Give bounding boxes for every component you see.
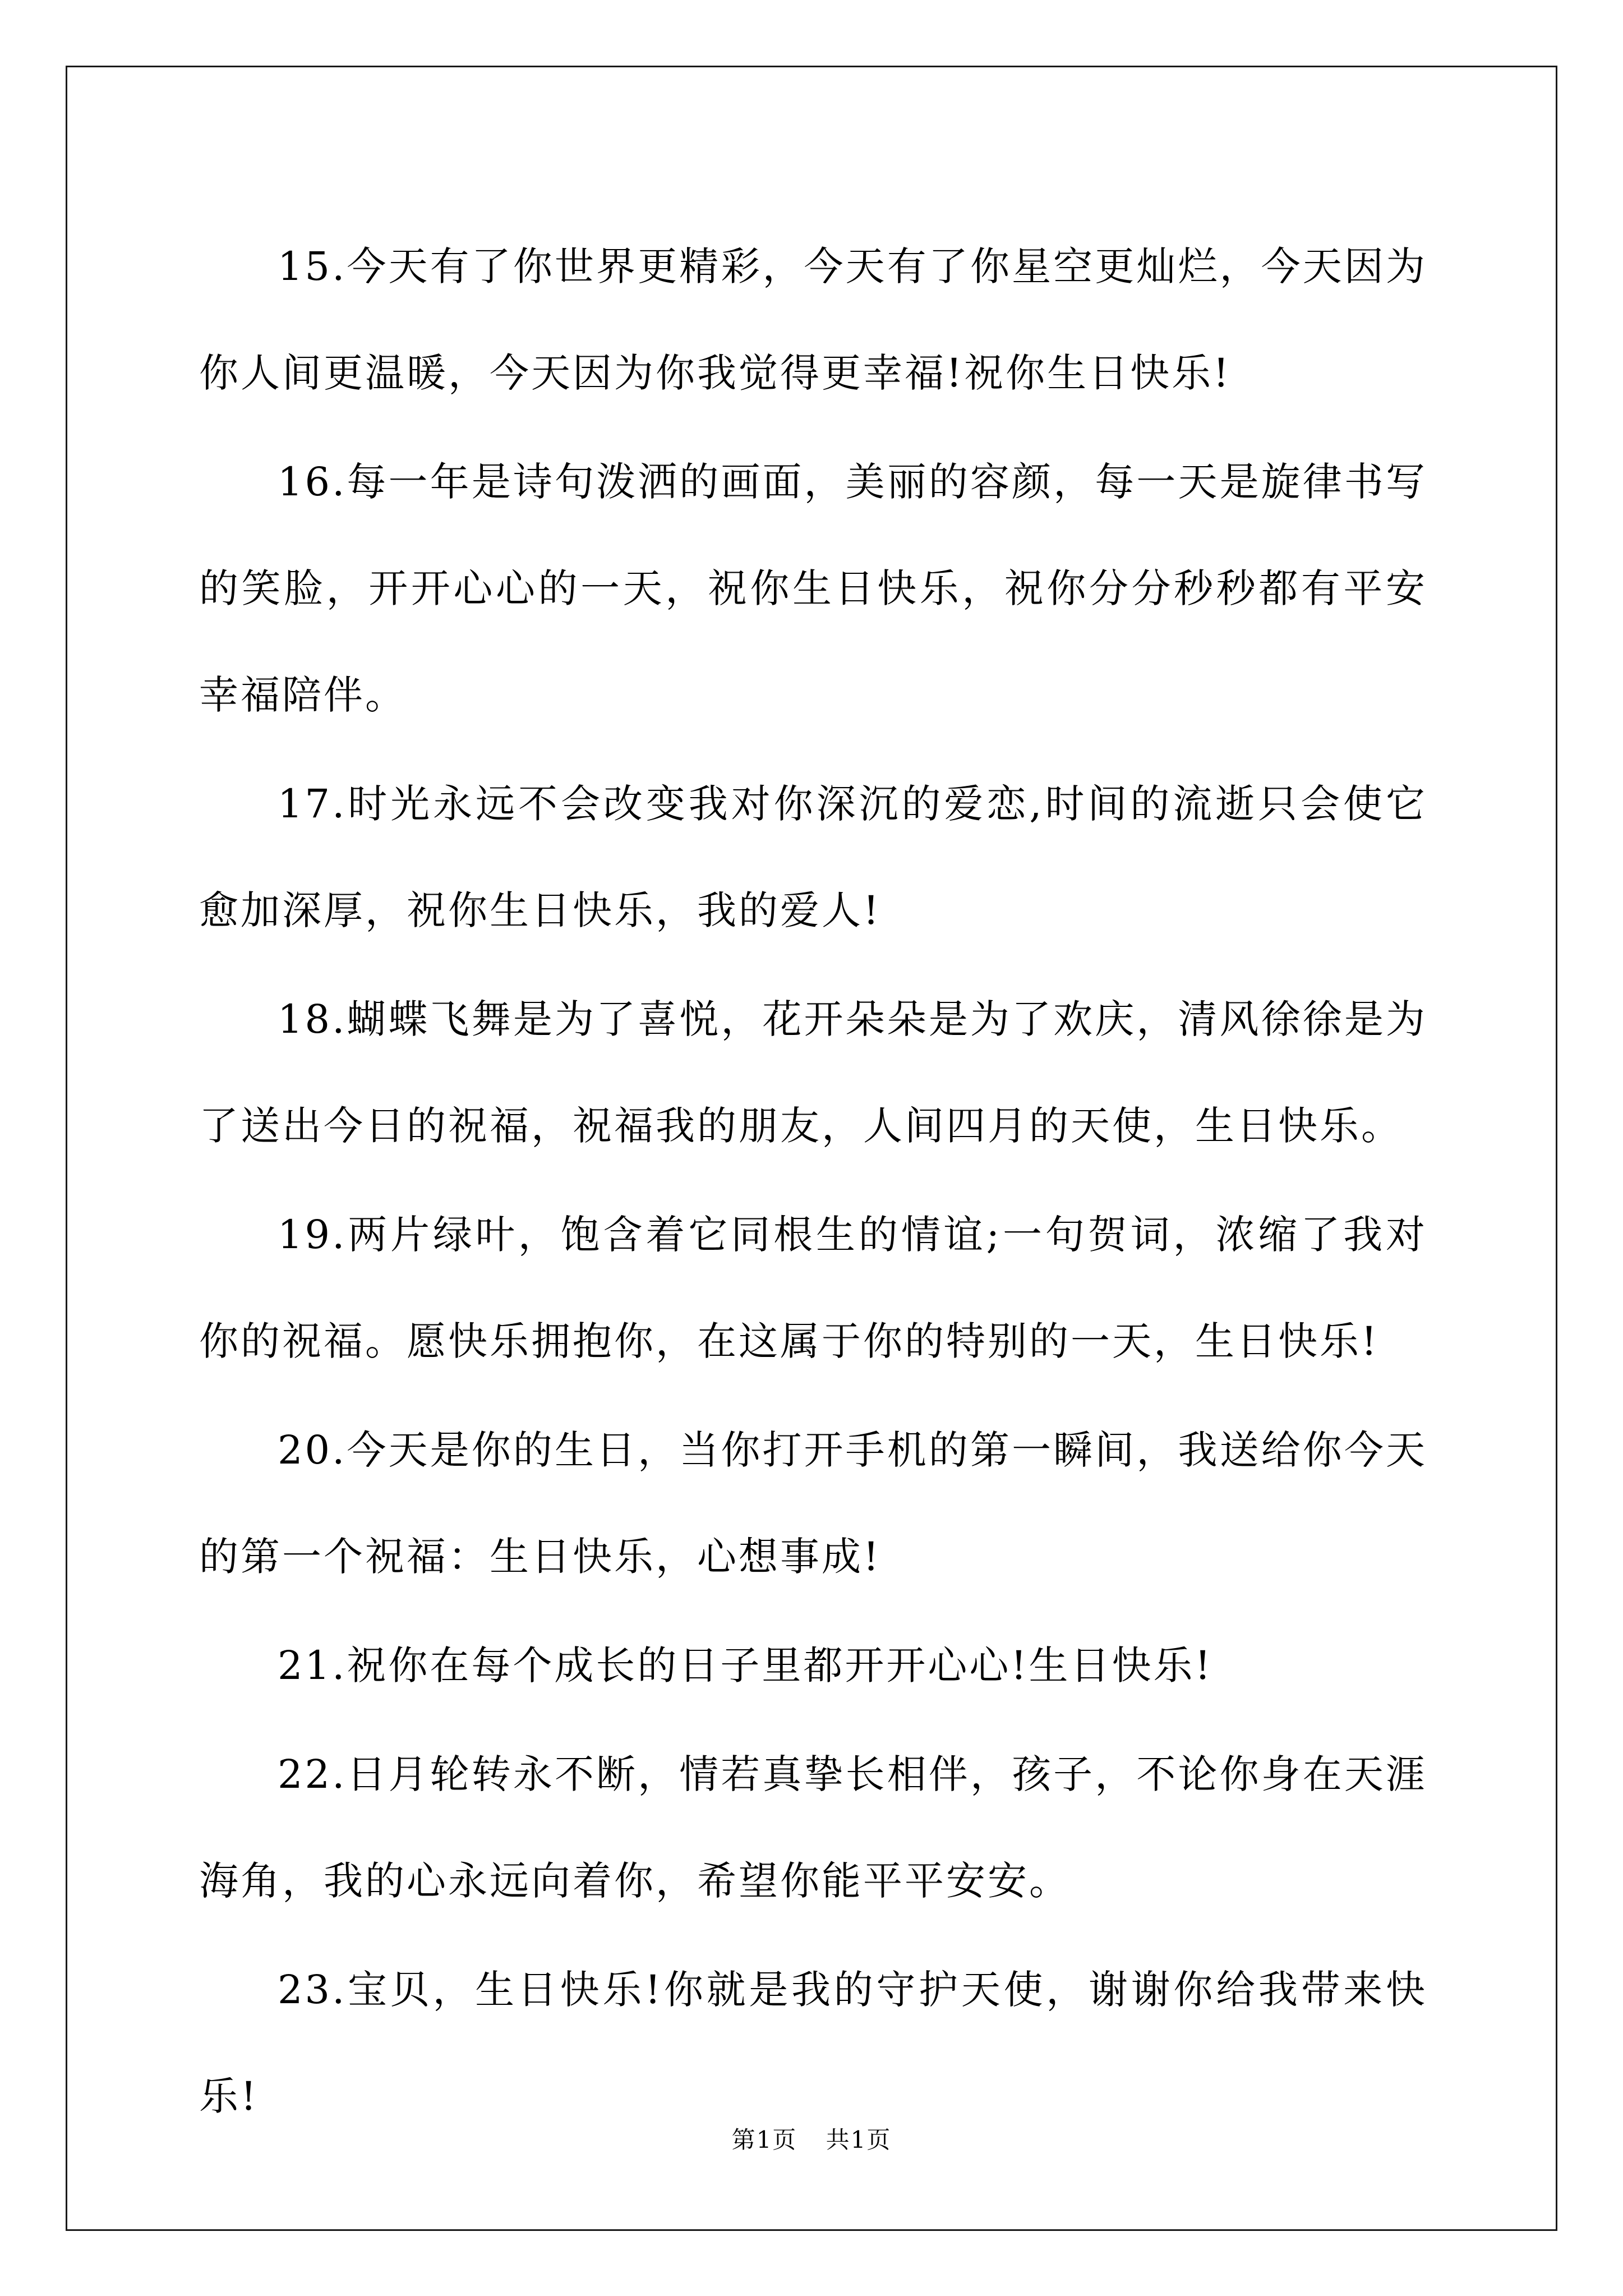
page-number: 第1页 — [731, 2126, 797, 2154]
paragraph-16: 16.每一年是诗句泼洒的画面，美丽的容颜，每一天是旋律书写的笑脸，开开心心的一天，祝你生日快乐，祝你分分秒秒都有平安幸福陪伴。 — [199, 459, 1427, 718]
page-footer — [0, 2123, 1623, 2157]
paragraph-20: 20.今天是你的生日，当你打开手机的第一瞬间，我送给你今天的第一个祝福：生日快乐，心想事成! — [199, 1427, 1427, 1580]
document-body — [199, 213, 1427, 2152]
paragraph-22: 22.日月轮转永不断，情若真挚长相伴，孩子，不论你身在天涯海角，我的心永远向着你，希望你能平平安安。 — [199, 1751, 1427, 1904]
page-total: 共1页 — [826, 2126, 892, 2154]
paragraph-21: 21.祝你在每个成长的日子里都开开心心!生日快乐! — [278, 1642, 1213, 1688]
paragraph-15: 15.今天有了你世界更精彩，今天有了你星空更灿烂，今天因为你人间更温暖，今天因为你我觉得更幸福!祝你生日快乐! — [199, 243, 1427, 396]
paragraph-18: 18.蝴蝶飞舞是为了喜悦，花开朵朵是为了欢庆，清风徐徐是为了送出今日的祝福，祝福我的朋友，人间四月的天使，生日快乐。 — [199, 996, 1427, 1149]
paragraph-17: 17.时光永远不会改变我对你深沉的爱恋,时间的流逝只会使它愈加深厚，祝你生日快乐，我的爱人! — [199, 781, 1427, 933]
paragraph-19: 19.两片绿叶，饱含着它同根生的情谊;一句贺词，浓缩了我对你的祝福。愿快乐拥抱你，在这属于你的特别的一天，生日快乐! — [199, 1212, 1427, 1364]
paragraph-23: 23.宝贝，生日快乐!你就是我的守护天使，谢谢你给我带来快乐! — [199, 1967, 1427, 2119]
